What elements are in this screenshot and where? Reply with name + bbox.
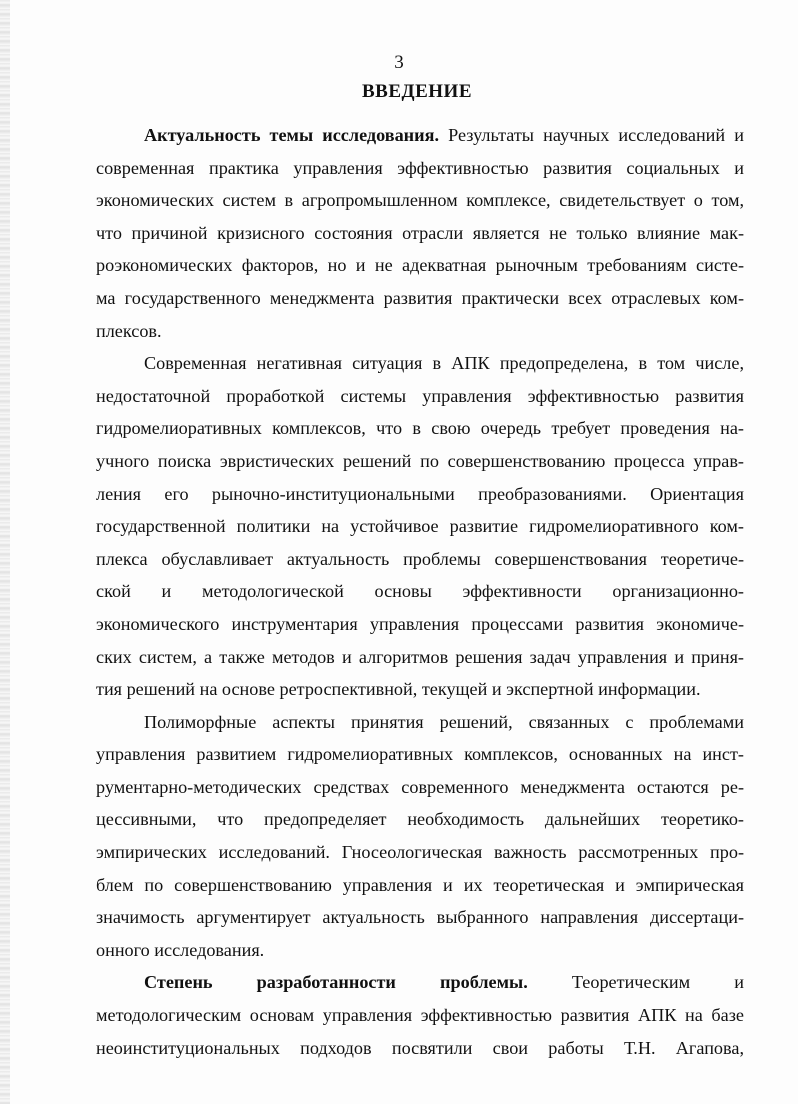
paragraph-line: что причиной кризисного состояния отрасли является не только влияние мак- (96, 222, 744, 243)
paragraph-line: плекса обуславливает актуальность проблемы совершенствования теоретиче- (96, 548, 744, 569)
paragraph-degree (96, 966, 744, 1064)
paragraph-line: государственной политики на устойчивое развитие гидромелиоративного ком- (96, 516, 744, 537)
paragraph-line: гидромелиоративных комплексов, что в свою очередь требует проведения на- (96, 418, 744, 439)
paragraph-line: экономического инструментария управления процессами развития экономиче- (96, 613, 744, 634)
paragraph-line (96, 966, 744, 999)
paragraph-line: ления его рыночно-институциональными преобразованиями. Ориентация (96, 483, 744, 504)
paragraph-line: тия решений на основе ретроспективной, текущей и экспертной информации. (96, 679, 701, 700)
paragraph-line: методологическим основам управления эффективностью развития АПК на базе (96, 1005, 744, 1026)
paragraph-line: ма государственного менеджмента развития практически всех отраслевых ком- (96, 287, 744, 308)
paragraph-line: учного поиска эвристических решений по совершенствованию процесса управ- (96, 450, 744, 471)
paragraph-line: онного исследования. (96, 939, 265, 960)
document-body (96, 119, 744, 1064)
paragraph-line: недостаточной проработкой системы управления эффективностью развития (96, 385, 744, 406)
paragraph-line: ской и методологической основы эффективности организационно- (96, 581, 744, 602)
degree-word-3: проблемы. (440, 972, 528, 993)
paragraph-line: Современная негативная ситуация в АПК предопределена, в том числе, (144, 353, 744, 374)
section-heading: ВВЕДЕНИЕ (362, 81, 472, 102)
paragraph-line: управления развитием гидромелиоративных комплексов, основанных на инст- (96, 744, 744, 765)
paragraph-line: роэкономических факторов, но и не адекватная рыночным требованиям систе- (96, 255, 744, 276)
degree-word-2: разработанности (256, 972, 396, 993)
paragraph-line: блем по совершенствованию управления и их теоретическая и эмпирическая (96, 874, 744, 895)
paragraph-line: ских систем, а также методов и алгоритмов решения задач управления и приня- (96, 646, 744, 667)
paragraph-line: цессивными, что предопределяет необходимость дальнейших теоретико- (96, 809, 744, 830)
paragraph-line: неоинституциональных подходов посвятили свои работы Т.Н. Агапова, (96, 1037, 744, 1058)
degree-word-1: Степень (144, 972, 213, 993)
scan-edge-artifact (0, 0, 10, 1104)
paragraph-line: Полиморфные аспекты принятия решений, связанных с проблемами (144, 711, 744, 732)
relevance-lead: Актуальность темы исследования. (144, 125, 440, 145)
paragraph-line: современная практика управления эффективностью развития социальных и (96, 157, 744, 178)
paragraph-line: экономических систем в агропромышленном комплексе, свидетельствует о том, (96, 190, 744, 211)
degree-word-4: Теоретическим (571, 972, 691, 993)
paragraph-line: Актуальность темы исследования. Результаты научных исследований и (144, 125, 744, 145)
page-number: 3 (394, 52, 404, 73)
degree-word-5: и (734, 972, 744, 993)
paragraph-line: рументарно-методических средствах современного менеджмента остаются ре- (96, 776, 744, 797)
paragraph-line: эмпирических исследований. Гносеологическая важность рассмотренных про- (96, 842, 744, 863)
paragraph-relevance (96, 119, 744, 347)
paragraph-line: значимость аргументирует актуальность выбранного направления диссертаци- (96, 907, 744, 928)
paragraph-line: плексов. (96, 320, 162, 341)
paragraph-situation (96, 347, 744, 706)
paragraph-polymorphic (96, 706, 744, 967)
